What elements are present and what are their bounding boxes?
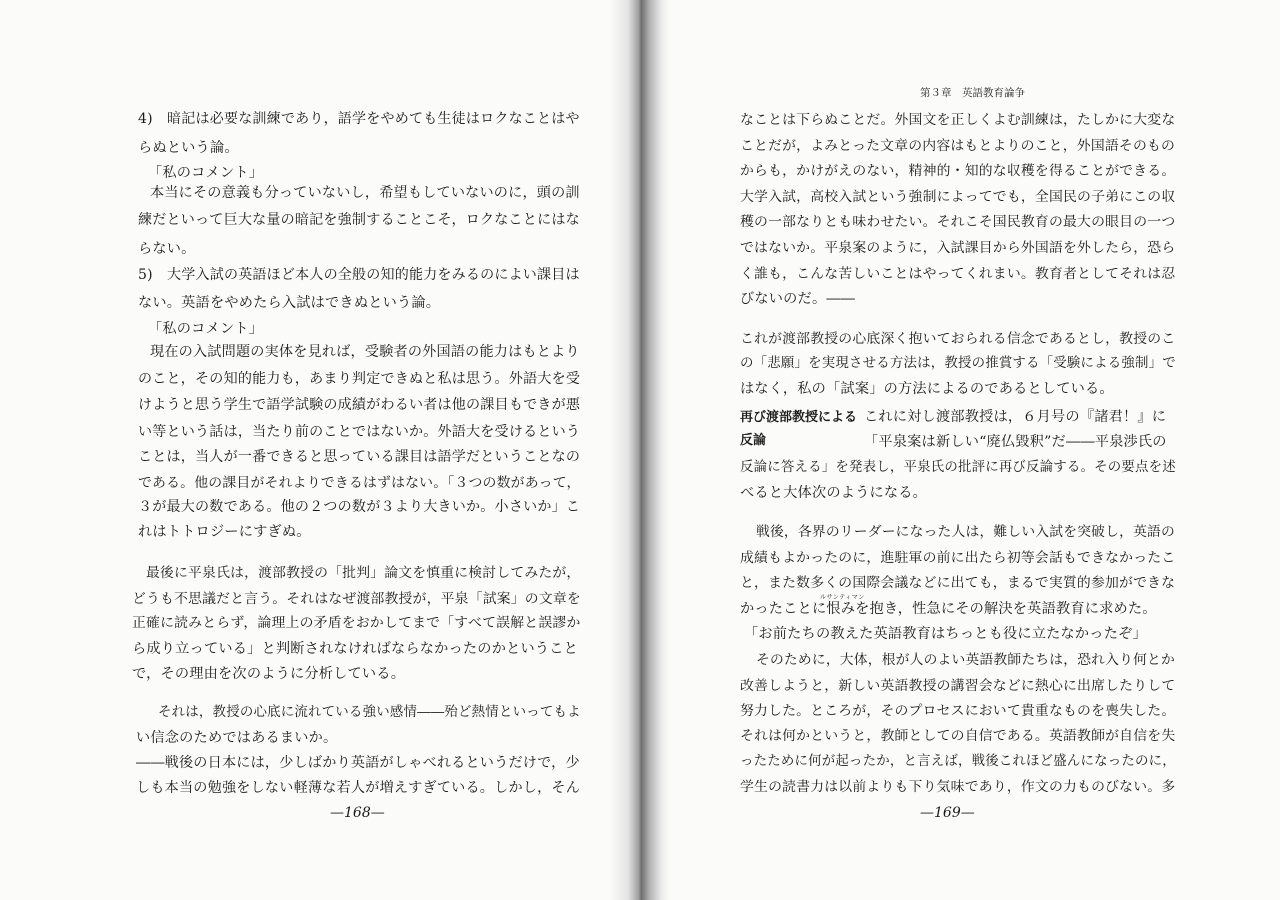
left-line: 練だといって巨大な量の暗記を強制することこそ，ロクなことにはな [138,212,580,228]
right-line: 「お前たちの教えた英語教育はちっとも役に立たなかったぞ」 [744,626,1147,642]
left-line: い信念のためではあるまいか。 [136,730,338,746]
right-line: それは何かというと，教師としての自信である。英語教師が自信を失 [740,728,1176,744]
left-line: 5) 大学入試の英語ほど本人の全般の知的能力をみるのによい課目は [138,267,580,283]
chapter-header: 第３章 英語教育論争 [920,87,1025,99]
left-line: けようと思う学生で語学試験の成績がわるい者は他の課目もできが悪 [138,397,581,413]
right-line: 努力した。ところが，そのプロセスにおいて貴重なものを喪失した。 [740,703,1176,719]
left-line: しも本当の勉強をしない軽薄な若人が増えすぎている。しかし，そん [136,780,581,796]
page-number-168: —168— [330,805,385,821]
right-line: く誰も，こんな苦しいことはやってくれまい。教育者としてそれは忍 [740,266,1176,282]
right-line: びないのだ。―― [740,291,856,307]
right-line: はなく，私の「試案」の方法によるのであるとしている。 [740,381,1114,397]
left-line: のこと，その知的能力も，あまり判定できぬと私は思う。外語大を受 [138,371,581,387]
right-line: ことだが，よみとった文章の内容はもとよりのこと，外国語そのもの [740,138,1176,154]
sidehead-line: 再び渡部教授による [740,410,858,425]
left-line: 4) 暗記は必要な訓練であり，語学をやめても生徒はロクなことはや [138,111,580,127]
right-line: なことは下らぬことだ。外国文を正しくよむ訓練は，たしかに大変な [740,112,1176,128]
left-line: ら成り立っている」と判断されなければならなかったのかということ [132,641,579,657]
right-line: ではないか。平泉案のように，入試課目から外国語を外したら，恐ら [740,240,1176,256]
left-line: い等という話は，当たり前のことではないか。外語大を受けるという [138,424,581,440]
left-line: 本当にその意義も分っていないし，希望もしていないのに，頭の訓 [150,185,580,201]
left-line: それは，教授の心底に流れている強い感情――殆ど熱情といってもよ [158,705,581,720]
right-line: 「平泉案は新しい“廃仏毀釈”だ――平泉渉氏の [864,434,1167,450]
left-line: ――戦後の日本には，少しばかり英語がしゃべれるというだけで，少 [136,755,580,771]
left-line: らない。 [138,241,196,257]
left-line: である。他の課目がそれよりできるはずはない。「３つの数があって， [138,475,581,491]
right-line: これが渡部教授の心底深く抱いておられる信念であるとし，教授のこ [740,331,1176,347]
left-line: 最後に平泉氏は，渡部教授の「批判」論文を慎重に検討してみたが， [146,565,581,581]
ruby-annotation: ルサンティマン [820,594,865,601]
right-line: そのために，大体，根が人のよい英語教師たちは，恐れ入り何とか [756,652,1175,668]
right-line: べると大体次のようになる。 [740,485,928,501]
right-line: ったために何が起ったか，と言えば，戦後これほど盛んになったのに， [740,754,1176,769]
right-line: 大学入試，高校入試という強制によってでも，全国民の子弟にこの収 [740,189,1176,205]
right-line: と，また数多くの国際会議などに出ても，まるで実質的参加ができな [740,575,1176,591]
right-line: 穫の一部なりとも味わせたい。それこそ国民教育の最大の眼目の一つ [740,214,1176,230]
right-line: の「悲願」を実現させる方法は，教授の推賞する「受験による強制」で [740,356,1176,371]
right-line: かったことに恨みを抱き，性急にその解決を英語教育に求めた。 [740,601,1157,617]
left-line: ３が最大の数である。他の２つの数が３より大きいか。小さいか」こ [138,499,581,515]
book-gutter [610,0,670,900]
right-line: 学生の読書力は以前よりも下り気味であり，作文の力ものびない。多 [740,779,1176,795]
left-line: れはトトロジーにすぎぬ。 [138,524,311,540]
left-line: ことは，当人が一番できると思っている課目は語学だということなの [138,449,581,465]
right-line: からも，かけがえのない，精神的・知的な収穫を得ることができる。 [740,163,1176,179]
right-line: 改善しようと，新しい英語教授の講習会などに熱心に出席したりして [740,678,1176,694]
left-line: どうも不思議だと言う。それはなぜ渡部教授が，平泉「試案」の文章を [132,591,581,607]
left-line: 「私のコメント」 [148,165,264,181]
right-line: これに対し渡部教授は，６月号の『諸君！』に [864,409,1167,425]
page-number-169: —169— [920,805,975,821]
left-line: で，その理由を次のように分析している。 [132,666,406,682]
sidehead-line: 反論 [740,433,767,448]
left-line: 現在の入試問題の実体を見れば，受験者の外国語の能力はもとより [150,344,580,360]
right-line: 成績もよかったのに，進駐軍の前に出たら初等会話もできなかったこ [740,550,1176,566]
right-line: 反論に答える」を発表し，平泉氏の批評に再び反論する。その要点を述 [740,460,1176,475]
left-line: らぬという論。 [138,140,239,156]
left-line: ない。英語をやめたら入試はできぬという論。 [138,295,441,311]
left-line: 正確に読みとらず，論理上の矛盾をおかしてまで「すべて誤解と誤謬か [132,615,581,631]
section-sidehead [740,409,857,450]
left-line: 「私のコメント」 [148,321,264,337]
right-line: 戦後，各界のリーダーになった人は，難しい入試を突破し，英語の [756,524,1175,540]
